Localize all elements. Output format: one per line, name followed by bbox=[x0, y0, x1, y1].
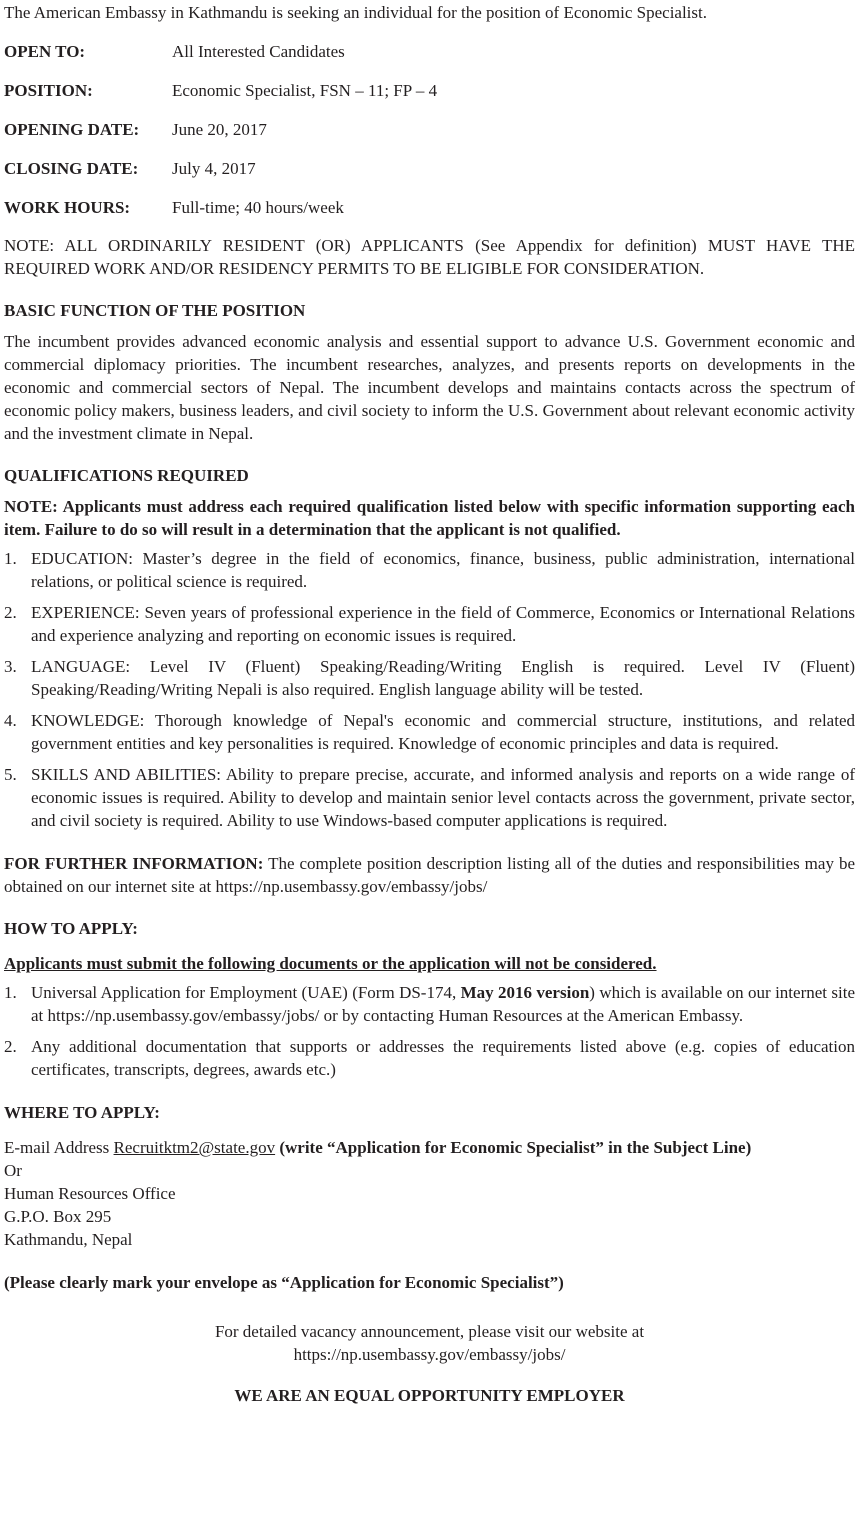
or-text: Or bbox=[4, 1161, 22, 1180]
item-number: 3. bbox=[4, 657, 17, 676]
residency-note: NOTE: ALL ORDINARILY RESIDENT (OR) APPLICANTS (See Appendix for definition) MUST HAVE THE REQUIRED WORK AND/OR RESIDENCY PERMITS TO BE ELIGIBLE FOR CONSIDERATION. bbox=[4, 236, 855, 278]
list-item bbox=[4, 981, 855, 1027]
item-number: 2. bbox=[4, 1037, 17, 1056]
list-item bbox=[4, 1035, 855, 1081]
list-item bbox=[4, 547, 855, 593]
field-label: WORK HOURS: bbox=[4, 198, 131, 217]
footer-line: For detailed vacancy announcement, please visit our website at bbox=[214, 1322, 645, 1341]
vacancy-announcement bbox=[0, 1, 859, 1407]
list-item bbox=[4, 709, 855, 755]
item-number: 2. bbox=[4, 603, 17, 622]
item-number: 1. bbox=[4, 983, 17, 1002]
email-note: (write “Application for Economic Specialist” in the Subject Line) bbox=[275, 1138, 752, 1157]
address-line: G.P.O. Box 295 bbox=[4, 1207, 112, 1226]
where-to-apply-heading: WHERE TO APPLY: bbox=[4, 1103, 160, 1122]
item-number: 5. bbox=[4, 765, 17, 784]
address-line: Human Resources Office bbox=[4, 1184, 176, 1203]
how-to-apply-heading: HOW TO APPLY: bbox=[4, 919, 138, 938]
field-opening-date bbox=[4, 118, 855, 141]
email-link[interactable]: Recruitktm2@state.gov bbox=[113, 1138, 276, 1157]
basic-function-heading: BASIC FUNCTION OF THE POSITION bbox=[4, 301, 306, 320]
field-label: POSITION: bbox=[4, 81, 93, 100]
field-value: Economic Specialist, FSN – 11; FP – 4 bbox=[172, 81, 438, 100]
envelope-note: (Please clearly mark your envelope as “Application for Economic Specialist”) bbox=[4, 1273, 564, 1292]
further-info bbox=[4, 852, 855, 898]
item-text-part: Universal Application for Employment (UAE) (Form DS-174, bbox=[31, 983, 461, 1002]
email-label: E-mail Address bbox=[4, 1138, 114, 1157]
equal-opportunity-statement: WE ARE AN EQUAL OPPORTUNITY EMPLOYER bbox=[234, 1386, 625, 1405]
list-item bbox=[4, 655, 855, 701]
address-line: Kathmandu, Nepal bbox=[4, 1230, 133, 1249]
field-position bbox=[4, 79, 855, 102]
field-value: July 4, 2017 bbox=[172, 159, 256, 178]
item-text: SKILLS AND ABILITIES: Ability to prepare precise, accurate, and informed analysis and reports on a wide range of economic issues is required. Ability to develop and maintain senior level contacts across the government, private sector, and civil society is required. Ability to use Windows-based computer applications is required. bbox=[31, 765, 855, 830]
field-closing-date bbox=[4, 157, 855, 180]
item-text-bold: May 2016 version bbox=[460, 983, 590, 1002]
intro-text: The American Embassy in Kathmandu is seeking an individual for the position of Economic Specialist. bbox=[4, 3, 707, 22]
qualifications-heading: QUALIFICATIONS REQUIRED bbox=[4, 466, 249, 485]
item-text: EXPERIENCE: Seven years of professional experience in the field of Commerce, Economics or International Relations and experience analyzing and reporting on economic issues is required. bbox=[31, 603, 855, 645]
further-info-label: FOR FURTHER INFORMATION: bbox=[4, 854, 264, 873]
footer-info bbox=[4, 1320, 855, 1366]
item-text-part: ) which is available on our internet site at https://np.usembassy.gov/embassy/jobs/ or by contacting Human Resources at the American Embassy. bbox=[31, 983, 855, 1025]
field-value: June 20, 2017 bbox=[172, 120, 267, 139]
email-line bbox=[4, 1136, 855, 1159]
field-value: All Interested Candidates bbox=[172, 42, 345, 61]
basic-function-text: The incumbent provides advanced economic analysis and essential support to advance U.S. Government economic and commercial diplomacy priorities. The incumbent researches, analyzes, and presents reports on developments in the economic and commercial sectors of Nepal. The incumbent develops and maintains contacts across the spectrum of economic policy makers, business leaders, and civil society to inform the U.S. Government about relevant economic activity and the investment climate in Nepal. bbox=[4, 332, 855, 443]
item-text: Any additional documentation that supports or addresses the requirements listed above (e.g. copies of education certificates, transcripts, degrees, awards etc.) bbox=[31, 1037, 855, 1079]
item-text: LANGUAGE: Level IV (Fluent) Speaking/Reading/Writing English is required. Level IV (Fluent) Speaking/Reading/Writing Nepali is also required. English language ability will be tested. bbox=[31, 657, 855, 699]
mailing-address bbox=[4, 1182, 855, 1251]
item-text bbox=[31, 981, 855, 1027]
item-number: 4. bbox=[4, 711, 17, 730]
field-open-to bbox=[4, 40, 855, 63]
how-to-apply-subheading: Applicants must submit the following documents or the application will not be considered. bbox=[4, 954, 657, 973]
list-item bbox=[4, 601, 855, 647]
item-number: 1. bbox=[4, 549, 17, 568]
qualifications-note: NOTE: Applicants must address each required qualification listed below with specific information supporting each item. Failure to do so will result in a determination that the applicant is not qualified. bbox=[4, 497, 855, 539]
field-work-hours bbox=[4, 196, 855, 219]
item-text: KNOWLEDGE: Thorough knowledge of Nepal's economic and commercial structure, institutions, and related government entities and key personalities is required. Knowledge of economic principles and data is required. bbox=[31, 711, 855, 753]
further-info-text: The complete position description listing all of the duties and responsibilities may be obtained on our internet site at https://np.usembassy.gov/embassy/jobs/ bbox=[4, 854, 856, 896]
field-label: OPENING DATE: bbox=[4, 120, 140, 139]
list-item bbox=[4, 763, 855, 832]
field-label: CLOSING DATE: bbox=[4, 159, 139, 178]
field-label: OPEN TO: bbox=[4, 42, 86, 61]
qualifications-list bbox=[4, 547, 855, 832]
field-value: Full-time; 40 hours/week bbox=[172, 198, 344, 217]
footer-url[interactable]: https://np.usembassy.gov/embassy/jobs/ bbox=[293, 1345, 566, 1364]
application-documents-list bbox=[4, 981, 855, 1081]
item-text: EDUCATION: Master’s degree in the field of economics, finance, business, public administration, international relations, or political science is required. bbox=[31, 549, 855, 591]
